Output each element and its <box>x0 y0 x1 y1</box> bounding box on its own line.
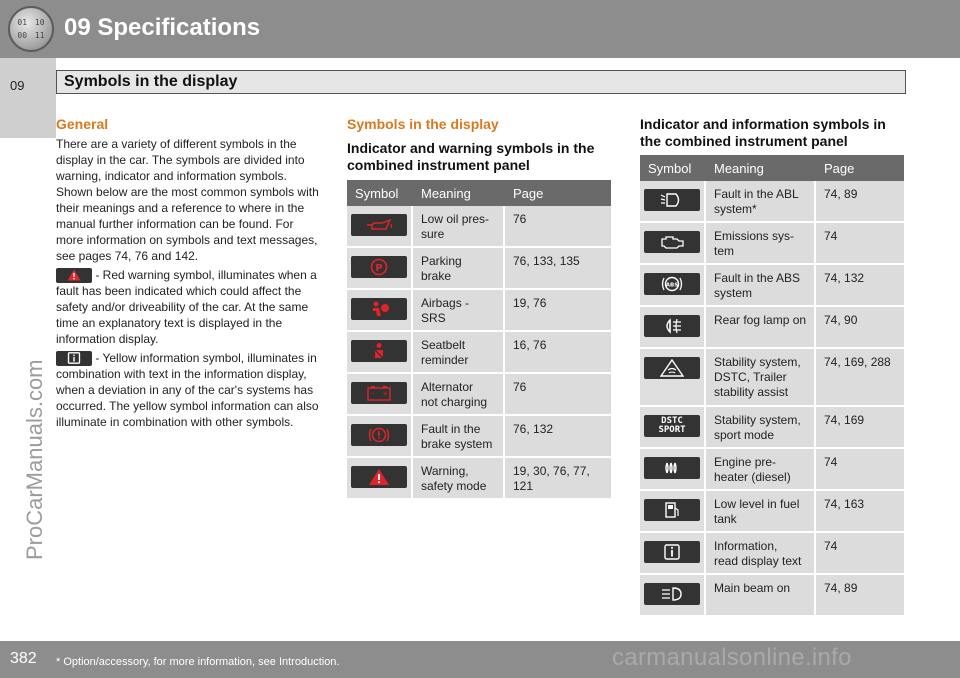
badge-digit: 00 <box>17 30 28 40</box>
page-cell: 19, 30, 76, 77, 121 <box>505 458 611 498</box>
table-row <box>640 349 904 407</box>
meaning-cell: Fault in the ABS system <box>706 265 816 305</box>
meaning-cell: Seatbelt reminder <box>413 332 505 372</box>
page-cell: 19, 76 <box>505 290 611 330</box>
battery-icon <box>351 382 407 404</box>
symbol-cell <box>347 248 413 288</box>
chapter-badge-icon <box>8 6 54 52</box>
symbol-cell <box>640 449 706 489</box>
meaning-cell: Low oil pres- sure <box>413 206 505 246</box>
table-row <box>347 374 611 416</box>
dstc-label-top: DSTC <box>661 416 683 426</box>
symbol-cell <box>640 181 706 221</box>
column-header-page: Page <box>824 160 855 176</box>
warning-table-heading: Indicator and warning symbols in the combined instrument panel <box>347 140 595 173</box>
meaning-cell: Parking brake <box>413 248 505 288</box>
table-row <box>640 181 904 223</box>
footnote: * Option/accessory, for more information, see Introduction. <box>56 656 340 668</box>
oil-pressure-icon <box>351 214 407 236</box>
meaning-cell: Warning, safety mode <box>413 458 505 498</box>
column-header-symbol: Symbol <box>648 160 692 176</box>
page-cell: 76, 132 <box>505 416 611 456</box>
symbol-cell <box>640 307 706 347</box>
abs-icon <box>644 273 700 295</box>
airbag-icon <box>351 298 407 320</box>
column-header-symbol: Symbol <box>355 185 399 201</box>
meaning-cell: Stability system, DSTC, Trailer stability assist <box>706 349 816 405</box>
brake-fault-icon <box>351 424 407 446</box>
symbol-cell <box>640 349 706 405</box>
table-row <box>347 416 611 458</box>
symbol-cell <box>347 374 413 414</box>
page-cell: 74 <box>816 223 904 263</box>
page-cell: 74, 90 <box>816 307 904 347</box>
symbols-heading: Symbols in the display <box>347 116 499 132</box>
info-table-body <box>640 181 904 617</box>
page-cell: 76 <box>505 206 611 246</box>
symbol-cell <box>347 206 413 246</box>
page-cell: 74, 169, 288 <box>816 349 904 405</box>
red-warning-triangle-icon <box>56 268 92 283</box>
page-cell: 76 <box>505 374 611 414</box>
meaning-cell: Engine pre- heater (diesel) <box>706 449 816 489</box>
page-cell: 74, 169 <box>816 407 904 447</box>
table-row <box>640 265 904 307</box>
svg-text:P: P <box>375 263 383 274</box>
page-cell: 74, 163 <box>816 491 904 531</box>
symbol-cell <box>640 533 706 573</box>
table-row <box>347 332 611 374</box>
dstc-label-bottom: SPORT <box>658 425 686 435</box>
parking-brake-icon <box>351 256 407 278</box>
badge-digit: 01 <box>17 18 28 27</box>
table-row <box>640 449 904 491</box>
table-row <box>347 248 611 290</box>
table-row <box>640 307 904 349</box>
symbol-cell <box>640 265 706 305</box>
badge-digit: 11 <box>34 30 45 40</box>
page-cell: 74, 89 <box>816 575 904 615</box>
symbol-cell <box>640 407 706 447</box>
meaning-cell: Main beam on <box>706 575 816 615</box>
meaning-cell: Stability system, sport mode <box>706 407 816 447</box>
seatbelt-icon <box>351 340 407 362</box>
general-heading: General <box>56 116 109 132</box>
general-section <box>56 116 324 433</box>
symbol-cell <box>640 223 706 263</box>
meaning-cell: Rear fog lamp on <box>706 307 816 347</box>
abl-icon <box>644 189 700 211</box>
general-intro: There are a variety of different symbols in the display in the car. The symbols are divided into warning, indicator and information symbols. Shown below are the most common symbols with their meanings and a reference to where in the manual further information can be found. For more information on symbols and text messages, see pages 74, 76 and 142. <box>56 137 319 263</box>
warning-table-header <box>347 180 611 206</box>
page-cell: 74, 89 <box>816 181 904 221</box>
dstc-sport-icon <box>644 415 700 437</box>
section-title: Symbols in the display <box>64 73 238 90</box>
svg-text:-: - <box>371 390 375 398</box>
column-header-meaning: Meaning <box>421 185 471 201</box>
engine-icon <box>644 231 700 253</box>
side-watermark: ProCarManuals.com <box>22 359 47 560</box>
meaning-cell: Fault in the ABL system* <box>706 181 816 221</box>
yellow-info-text: - Yellow information symbol, illuminates in combination with text in the information display, when a deviation in any of the car's systems has occurred. The yellow symbol information can also illuminate in combination with other symbols. <box>56 351 319 429</box>
table-row <box>640 407 904 449</box>
table-row <box>640 491 904 533</box>
page-cell: 76, 133, 135 <box>505 248 611 288</box>
page-cell: 74, 132 <box>816 265 904 305</box>
red-warning-text: - Red warning symbol, illuminates when a fault has been indicated which could affect the safety and/or driveability of the car. At the same time an explanatory text is displayed in the information display. <box>56 268 317 346</box>
symbol-cell <box>347 332 413 372</box>
page-number: 382 <box>10 650 37 667</box>
symbol-cell <box>347 416 413 456</box>
fuel-icon <box>644 499 700 521</box>
info-table-heading: Indicator and information symbols in the combined instrument panel <box>640 116 886 149</box>
rear-fog-icon <box>644 315 700 337</box>
info-symbols-section <box>640 116 904 617</box>
footer-watermark: carmanualsonline.info <box>612 644 852 671</box>
page-cell: 16, 76 <box>505 332 611 372</box>
side-watermark-anchor <box>22 359 52 570</box>
table-row <box>640 223 904 265</box>
svg-text:ABS: ABS <box>665 282 679 289</box>
warning-symbols-section <box>347 116 611 500</box>
symbol-cell <box>640 575 706 615</box>
column-header-meaning: Meaning <box>714 160 764 176</box>
chapter-side-tab <box>0 58 56 138</box>
table-row <box>640 575 904 617</box>
side-tab-number: 09 <box>10 78 25 93</box>
stability-icon <box>644 357 700 379</box>
meaning-cell: Low level in fuel tank <box>706 491 816 531</box>
info-table-header <box>640 155 904 181</box>
table-row <box>347 290 611 332</box>
red-warning-paragraph <box>56 267 324 347</box>
preheater-icon <box>644 457 700 479</box>
column-header-page: Page <box>513 185 544 201</box>
meaning-cell: Alternator not charging <box>413 374 505 414</box>
badge-digit: 10 <box>34 18 45 27</box>
meaning-cell: Information, read display text <box>706 533 816 573</box>
symbol-cell <box>347 458 413 498</box>
table-row <box>347 458 611 500</box>
svg-text:+: + <box>382 390 388 398</box>
warning-table-body <box>347 206 611 500</box>
meaning-cell: Emissions sys- tem <box>706 223 816 263</box>
yellow-info-icon <box>56 351 92 366</box>
warning-triangle-icon <box>351 466 407 488</box>
meaning-cell: Fault in the brake system <box>413 416 505 456</box>
page-cell: 74 <box>816 449 904 489</box>
symbol-cell <box>640 491 706 531</box>
page-cell: 74 <box>816 533 904 573</box>
chapter-title: 09 Specifications <box>64 14 261 41</box>
symbol-cell <box>347 290 413 330</box>
meaning-cell: Airbags - SRS <box>413 290 505 330</box>
table-row <box>347 206 611 248</box>
table-row <box>640 533 904 575</box>
main-beam-icon <box>644 583 700 605</box>
yellow-info-paragraph <box>56 350 324 430</box>
info-icon <box>644 541 700 563</box>
